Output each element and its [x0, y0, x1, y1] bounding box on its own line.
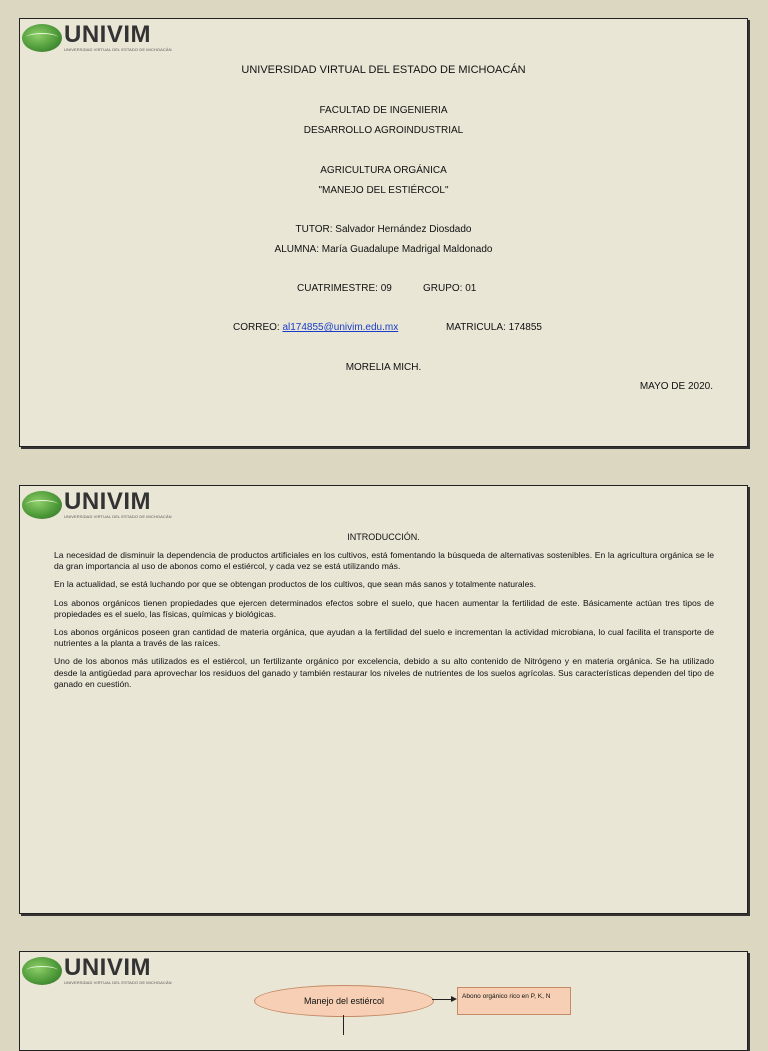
introduction-page: [19, 485, 748, 914]
paragraph: Los abonos orgánicos poseen gran cantidad de materia orgánica, que ayudan a la fertilidad del suelo e incrementan la actividad microbiana, lo cual facilita el transporte de nutrientes a la planta a través de las raíces.: [54, 627, 714, 649]
globe-icon: [22, 491, 62, 519]
univim-logo: [22, 22, 172, 58]
cover-page: [19, 18, 748, 447]
paragraph: La necesidad de disminuir la dependencia de productos artificiales en los cultivos, está fomentando la búsqueda de alternativas sostenibles. En la agricultura orgánica se le da gran importancia al uso de abonos como el estiércol, y cada vez se está utilizando más.: [54, 550, 714, 572]
group: GRUPO: 01: [423, 283, 477, 294]
logo-tagline: UNIVERSIDAD VIRTUAL DEL ESTADO DE MICHOACÁN: [64, 980, 172, 985]
univim-logo: [22, 955, 172, 991]
document-title: "MANEJO DEL ESTIÉRCOL": [318, 185, 449, 196]
city: MORELIA MICH.: [345, 362, 422, 373]
subject: AGRICULTURA ORGÁNICA: [320, 165, 447, 176]
introduction-body: [54, 550, 714, 697]
faculty: FACULTAD DE INGENIERIA: [319, 105, 448, 116]
logo-brand: UNIVIM: [64, 21, 151, 48]
email-link[interactable]: al174855@univim.edu.mx: [282, 322, 399, 333]
globe-icon: [22, 957, 62, 985]
globe-icon: [22, 24, 62, 52]
paragraph: Los abonos orgánicos tienen propiedades que ejercen determinados efectos sobre el suelo, que hacen aumentar la fertilidad de este. Básicamente actúan tres tipos de propiedades es el suelo, las físicas, químicas y biológicas.: [54, 597, 714, 619]
logo-tagline: UNIVERSIDAD VIRTUAL DEL ESTADO DE MICHOACÁN: [64, 514, 172, 519]
paragraph: En la actualidad, se está luchando por que se obtengan productos de los cultivos, que sean más sanos y totalmente naturales.: [54, 579, 537, 590]
email-label: CORREO:: [233, 322, 283, 333]
diagram-page: [19, 951, 748, 1051]
program: DESARROLLO AGROINDUSTRIAL: [303, 125, 464, 136]
student-id: MATRICULA: 174855: [446, 322, 542, 333]
paragraph: Uno de los abonos más utilizados es el estiércol, un fertilizante orgánico por excelencia, debido a su alto contenido de Nitrógeno y en materia orgánica. Se ha utilizado desde la antigüedad para aprovechar los residuos del ganado y también restaurar los niveles de nutrientes de los suelos agrícolas. Sus características dependen del tipo de ganado en cuestión.: [54, 656, 714, 689]
date: MAYO DE 2020.: [639, 381, 713, 392]
logo-brand: UNIVIM: [64, 488, 151, 515]
univim-logo: [22, 489, 172, 525]
tutor: TUTOR: Salvador Hernández Diosdado: [295, 224, 472, 235]
logo-tagline: UNIVERSIDAD VIRTUAL DEL ESTADO DE MICHOACÁN: [64, 47, 172, 52]
email-line: [233, 322, 398, 333]
term: CUATRIMESTRE: 09: [297, 283, 392, 294]
side-node: [457, 987, 571, 1015]
university-name: UNIVERSIDAD VIRTUAL DEL ESTADO DE MICHOACÁN: [241, 64, 526, 76]
side-node-label: Abono orgánico rico en P, K, N: [462, 993, 551, 1000]
introduction-heading: INTRODUCCIÓN.: [347, 532, 420, 542]
logo-brand: UNIVIM: [64, 954, 151, 981]
main-node-label: Manejo del estiércol: [303, 996, 385, 1006]
main-node: [254, 985, 434, 1017]
student: ALUMNA: María Guadalupe Madrigal Maldonado: [274, 244, 493, 255]
down-connector-line: [343, 1015, 344, 1035]
